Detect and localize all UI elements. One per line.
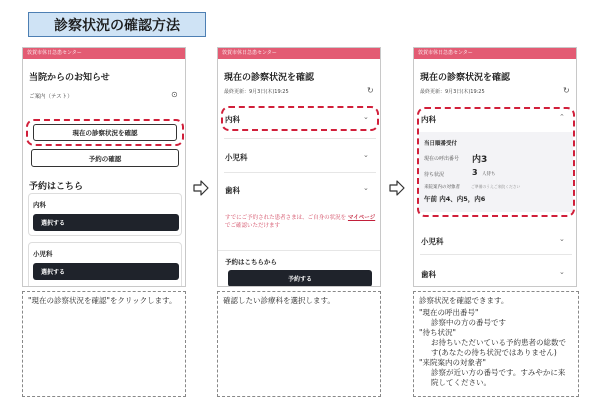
department-card-label: 小児科 xyxy=(33,250,53,258)
app-header-bar: 敦賀市休日急患センター xyxy=(414,48,576,59)
chevron-down-icon[interactable]: ⌄ xyxy=(559,268,565,276)
status-title: 現在の診察状況を確認 xyxy=(420,73,511,83)
divider xyxy=(224,138,376,139)
department-row-shonika[interactable]: 小児科 xyxy=(421,237,444,246)
mypage-note-suffix: でご確認いただけます xyxy=(225,223,281,229)
target-value: 午前 内4、内5，内6 xyxy=(424,195,486,203)
chevron-down-icon[interactable]: ⌄ xyxy=(559,235,565,243)
arrow-right-icon xyxy=(193,180,209,196)
app-header-bar: 敦賀市休日急患センター xyxy=(23,48,185,59)
description-step-3 xyxy=(413,291,579,397)
highlight-dashed-frame xyxy=(221,106,379,131)
description-line: "待ち状況" xyxy=(419,328,456,337)
chevron-up-icon[interactable]: ⌃ xyxy=(559,113,565,121)
department-card xyxy=(28,193,182,236)
section-label: 当日順番受付 xyxy=(424,141,458,147)
description-line: "現在の呼出番号" xyxy=(419,308,479,317)
check-status-button[interactable]: 現在の診察状況を確認 xyxy=(33,124,177,141)
department-card-label: 内科 xyxy=(33,201,46,209)
phone-screen-status-list xyxy=(217,47,381,287)
mypage-note-prefix: すでにご予約された患者さまは、ご自身の状況を xyxy=(225,215,347,221)
description-line: 診察が近い方の番号です。すみやかに来 xyxy=(431,368,566,377)
page-title: 診察状況の確認方法 xyxy=(28,12,206,37)
mypage-link[interactable]: マイページ xyxy=(347,215,376,221)
select-naika-button[interactable]: 選択する xyxy=(33,214,179,231)
phone-screen-status-detail xyxy=(413,47,577,287)
description-line: 院してください。 xyxy=(431,378,491,387)
chevron-down-icon[interactable]: ⌄ xyxy=(363,113,369,121)
description-step-2: 確認したい診療科を選択します。 xyxy=(217,291,381,397)
description-line: お待ちいただいている予約患者の総数で xyxy=(431,338,566,347)
notice-item[interactable]: ご案内（テスト） xyxy=(29,94,73,100)
phone-screen-home xyxy=(22,47,186,287)
current-number-label: 現在の呼出番号 xyxy=(424,156,460,162)
target-label: 来院案内の対象者 xyxy=(424,185,460,190)
department-row-shonika[interactable]: 小児科 xyxy=(225,153,248,162)
status-title: 現在の診察状況を確認 xyxy=(224,73,315,83)
chevron-right-circle-icon[interactable]: ⊙ xyxy=(171,90,178,99)
current-number-value: 内3 xyxy=(472,155,488,165)
reservation-heading: 予約はこちら xyxy=(29,182,84,192)
waiting-label: 待ち状況 xyxy=(424,172,445,178)
department-row-shika[interactable]: 歯科 xyxy=(225,186,240,195)
description-line: "来院案内の対象者" xyxy=(419,358,486,367)
reservation-check-button[interactable]: 予約の確認 xyxy=(31,149,179,167)
target-note: ご準備のうえご来院ください xyxy=(471,184,521,189)
description-step-3-intro: 診察状況を確認できます。 xyxy=(419,296,509,305)
notice-title: 当院からのお知らせ xyxy=(29,73,110,83)
description-step-1: "現在の診察状況を確認"をクリックします。 xyxy=(22,291,186,397)
highlight-dashed-frame xyxy=(26,119,184,146)
waiting-value: 3 xyxy=(472,168,478,177)
description-line: す(あなたの待ち状況ではありません) xyxy=(431,348,557,357)
last-updated: 最終更新：9月3日(木)19:25 xyxy=(420,89,485,95)
arrow-right-icon xyxy=(389,180,405,196)
department-card xyxy=(28,242,182,287)
highlight-dashed-frame xyxy=(417,107,575,217)
department-row-shika[interactable]: 歯科 xyxy=(421,270,436,279)
divider xyxy=(224,172,376,173)
divider xyxy=(420,254,572,255)
reserve-button[interactable]: 予約する xyxy=(228,270,372,287)
mypage-note xyxy=(225,214,377,230)
department-row-naika[interactable]: 内科 xyxy=(421,115,436,124)
description-line: 診察中の方の番号です xyxy=(431,318,506,327)
app-header-bar: 敦賀市休日急患センター xyxy=(218,48,380,59)
divider xyxy=(218,250,381,251)
refresh-icon[interactable]: ↻ xyxy=(367,86,374,95)
description-step-3-lines xyxy=(419,308,573,388)
reservation-heading: 予約はこちらから xyxy=(225,258,277,266)
last-updated: 最終更新：9月3日(木)19:25 xyxy=(224,89,289,95)
department-row-naika[interactable]: 内科 xyxy=(225,115,240,124)
waiting-unit: 人待ち xyxy=(482,172,496,177)
chevron-down-icon[interactable]: ⌄ xyxy=(363,151,369,159)
select-shonika-button[interactable]: 選択する xyxy=(33,263,179,280)
refresh-icon[interactable]: ↻ xyxy=(563,86,570,95)
chevron-down-icon[interactable]: ⌄ xyxy=(363,184,369,192)
